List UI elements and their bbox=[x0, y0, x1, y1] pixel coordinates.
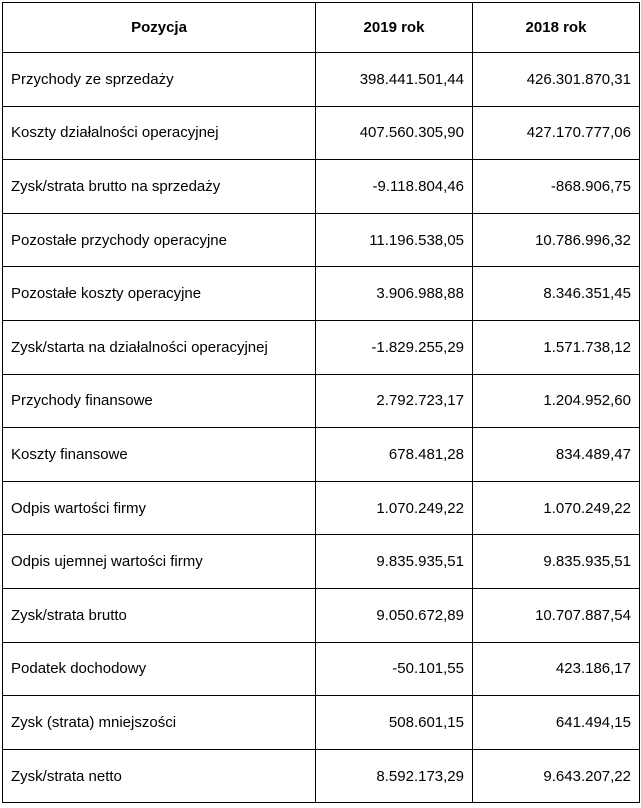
value-2018: 9.643.207,22 bbox=[473, 749, 640, 803]
value-2018: 1.204.952,60 bbox=[473, 374, 640, 428]
table-row bbox=[3, 160, 640, 214]
row-label: Pozostałe przychody operacyjne bbox=[3, 213, 316, 267]
row-label: Pozostałe koszty operacyjne bbox=[3, 267, 316, 321]
value-2019: 9.835.935,51 bbox=[316, 535, 473, 589]
row-label: Zysk/starta na działalności operacyjnej bbox=[3, 320, 316, 374]
value-2019: 398.441.501,44 bbox=[316, 53, 473, 107]
row-label: Koszty działalności operacyjnej bbox=[3, 106, 316, 160]
table-row bbox=[3, 588, 640, 642]
value-2019: 1.070.249,22 bbox=[316, 481, 473, 535]
table-row bbox=[3, 374, 640, 428]
value-2019: 678.481,28 bbox=[316, 428, 473, 482]
table-row bbox=[3, 428, 640, 482]
value-2019: 9.050.672,89 bbox=[316, 588, 473, 642]
table-row bbox=[3, 535, 640, 589]
value-2019: 3.906.988,88 bbox=[316, 267, 473, 321]
value-2019: -50.101,55 bbox=[316, 642, 473, 696]
header-row bbox=[3, 3, 640, 53]
value-2018: 1.070.249,22 bbox=[473, 481, 640, 535]
value-2018: 1.571.738,12 bbox=[473, 320, 640, 374]
row-label: Zysk/strata netto bbox=[3, 749, 316, 803]
value-2018: -868.906,75 bbox=[473, 160, 640, 214]
row-label: Odpis wartości firmy bbox=[3, 481, 316, 535]
value-2018: 10.707.887,54 bbox=[473, 588, 640, 642]
value-2018: 426.301.870,31 bbox=[473, 53, 640, 107]
row-label: Przychody finansowe bbox=[3, 374, 316, 428]
value-2019: 407.560.305,90 bbox=[316, 106, 473, 160]
value-2018: 9.835.935,51 bbox=[473, 535, 640, 589]
row-label: Zysk/strata brutto bbox=[3, 588, 316, 642]
value-2018: 10.786.996,32 bbox=[473, 213, 640, 267]
value-2019: 8.592.173,29 bbox=[316, 749, 473, 803]
value-2018: 834.489,47 bbox=[473, 428, 640, 482]
header-2018: 2018 rok bbox=[473, 3, 640, 53]
value-2018: 427.170.777,06 bbox=[473, 106, 640, 160]
header-position: Pozycja bbox=[3, 3, 316, 53]
value-2019: 2.792.723,17 bbox=[316, 374, 473, 428]
value-2019: 11.196.538,05 bbox=[316, 213, 473, 267]
row-label: Zysk (strata) mniejszości bbox=[3, 696, 316, 750]
table-row bbox=[3, 320, 640, 374]
table-row bbox=[3, 213, 640, 267]
value-2018: 423.186,17 bbox=[473, 642, 640, 696]
header-2019: 2019 rok bbox=[316, 3, 473, 53]
table-body bbox=[3, 53, 640, 803]
table-header bbox=[3, 3, 640, 53]
value-2018: 8.346.351,45 bbox=[473, 267, 640, 321]
financial-table bbox=[2, 2, 640, 803]
value-2018: 641.494,15 bbox=[473, 696, 640, 750]
table-row bbox=[3, 696, 640, 750]
table-row bbox=[3, 267, 640, 321]
table-row bbox=[3, 53, 640, 107]
row-label: Podatek dochodowy bbox=[3, 642, 316, 696]
row-label: Koszty finansowe bbox=[3, 428, 316, 482]
value-2019: -9.118.804,46 bbox=[316, 160, 473, 214]
value-2019: 508.601,15 bbox=[316, 696, 473, 750]
row-label: Zysk/strata brutto na sprzedaży bbox=[3, 160, 316, 214]
value-2019: -1.829.255,29 bbox=[316, 320, 473, 374]
row-label: Odpis ujemnej wartości firmy bbox=[3, 535, 316, 589]
table-row bbox=[3, 642, 640, 696]
table-row bbox=[3, 106, 640, 160]
table-row bbox=[3, 749, 640, 803]
table-row bbox=[3, 481, 640, 535]
row-label: Przychody ze sprzedaży bbox=[3, 53, 316, 107]
